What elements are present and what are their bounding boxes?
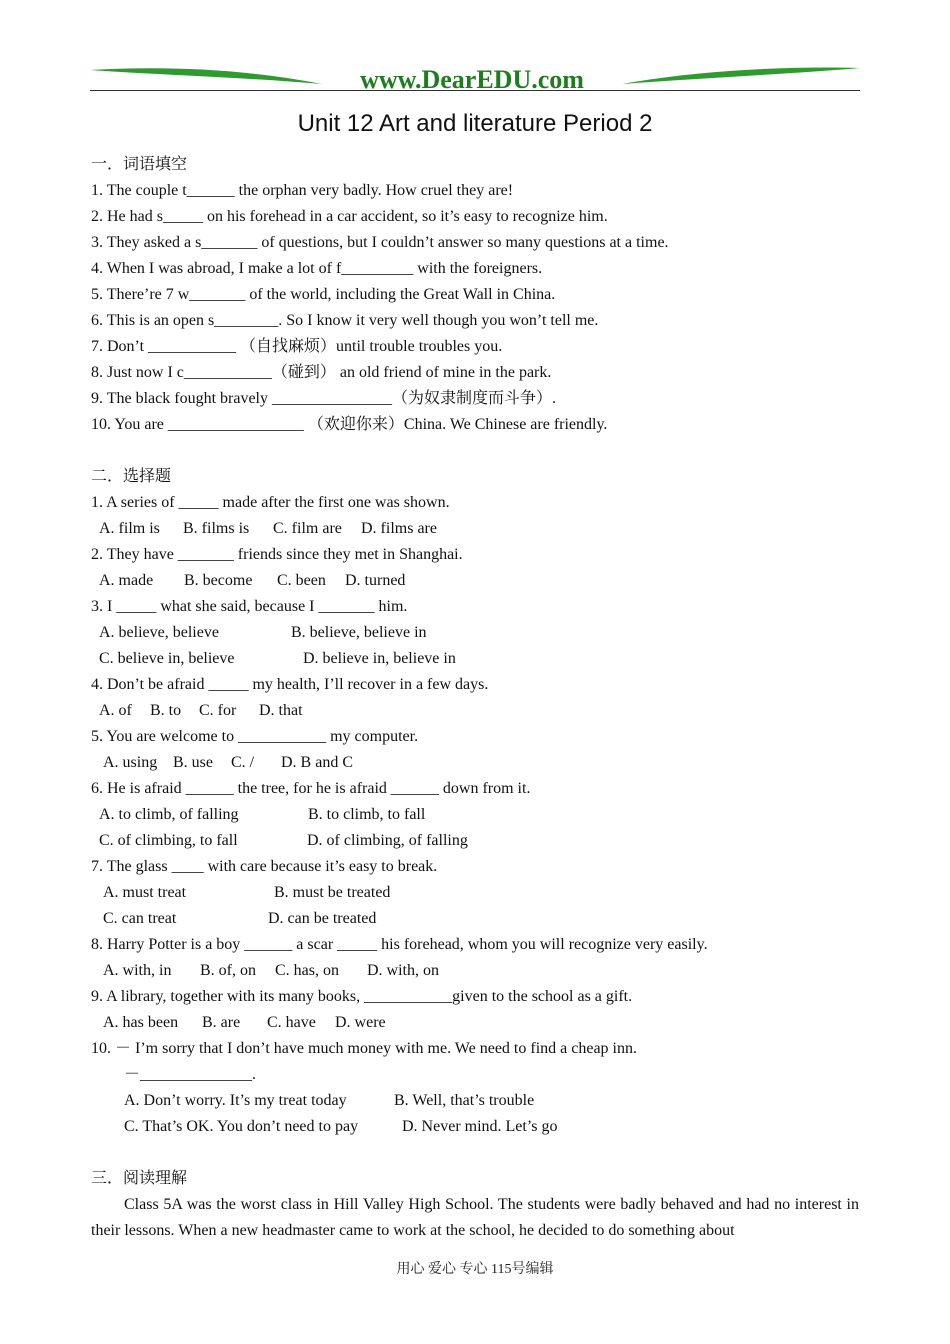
fill-blank-item: 3. They asked a s_______ of questions, but I couldn’t answer so many questions at a time.: [91, 234, 669, 251]
question-text: 2. They have _______ friends since they met in Shanghai.: [91, 546, 463, 563]
banner-right-swoosh: [622, 68, 860, 84]
dialogue-reply: －______________.: [124, 1066, 257, 1083]
option-c: C. has, on: [275, 962, 339, 979]
option-d: D. can be treated: [268, 910, 377, 927]
option-c: C. can treat: [103, 910, 177, 927]
option-a: A. believe, believe: [99, 624, 219, 641]
document-body: [91, 152, 859, 1244]
question-text: 10. － I’m sorry that I don’t have much money with me. We need to find a cheap inn.: [91, 1040, 637, 1057]
option-row: [91, 958, 859, 984]
question-text: 7. The glass ____ with care because it’s easy to break.: [91, 858, 438, 875]
question-text: 5. You are welcome to ___________ my computer.: [91, 728, 419, 745]
option-c: C. of climbing, to fall: [99, 832, 238, 849]
reading-paragraph: Class 5A was the worst class in Hill Valley High School. The students were badly behaved and had no interest in their lessons. When a new headmaster came to work at the school, he decided to do something about: [91, 1196, 859, 1239]
option-b: B. must be treated: [274, 884, 391, 901]
option-d: D. turned: [345, 572, 406, 589]
option-a: A. to climb, of falling: [99, 806, 239, 823]
option-a: A. Don’t worry. It’s my treat today: [124, 1092, 347, 1109]
section1-heading: 一．词语填空: [91, 156, 188, 173]
option-row: [91, 1088, 859, 1114]
option-row: [91, 646, 859, 672]
fill-blank-item: 9. The black fought bravely _______________（为奴隶制度而斗争）.: [91, 390, 556, 407]
header-divider: [90, 90, 860, 91]
option-row: [91, 620, 859, 646]
option-a: A. has been: [103, 1014, 179, 1031]
fill-blank-item: 10. You are _________________ （欢迎你来）China. We Chinese are friendly.: [91, 416, 608, 433]
option-row: [91, 802, 859, 828]
option-d: D. films are: [361, 520, 437, 537]
fill-blank-item: 6. This is an open s________. So I know it very well though you won’t tell me.: [91, 312, 599, 329]
option-row: [91, 698, 859, 724]
section2-heading: 二．选择题: [91, 468, 172, 485]
option-b: B. become: [184, 572, 253, 589]
option-row: [91, 516, 859, 542]
option-c: C. for: [199, 702, 237, 719]
question-text: 8. Harry Potter is a boy ______ a scar _____ his forehead, whom you will recognize very easily.: [91, 936, 708, 953]
option-row: [91, 1114, 859, 1140]
option-row: [91, 906, 859, 932]
fill-blank-item: 5. There’re 7 w_______ of the world, including the Great Wall in China.: [91, 286, 556, 303]
fill-blank-item: 4. When I was abroad, I make a lot of f_________ with the foreigners.: [91, 260, 543, 277]
option-a: A. must treat: [103, 884, 187, 901]
option-d: D. were: [335, 1014, 386, 1031]
option-row: [91, 1010, 859, 1036]
option-c: C. That’s OK. You don’t need to pay: [124, 1118, 359, 1135]
banner-left-swoosh: [90, 68, 322, 84]
question-text: 3. I _____ what she said, because I _______ him.: [91, 598, 408, 615]
option-d: D. Never mind. Let’s go: [402, 1118, 558, 1135]
option-d: D. B and C: [281, 754, 353, 771]
option-b: B. are: [202, 1014, 241, 1031]
option-a: A. with, in: [103, 962, 172, 979]
option-a: A. of: [99, 702, 132, 719]
banner-site-text: www.DearEDU.com: [360, 65, 584, 94]
option-d: D. with, on: [367, 962, 439, 979]
option-row: [91, 750, 859, 776]
question-text: 6. He is afraid ______ the tree, for he is afraid ______ down from it.: [91, 780, 531, 797]
spacer: [91, 438, 859, 464]
option-c: C. have: [267, 1014, 316, 1031]
question-text: 4. Don’t be afraid _____ my health, I’ll recover in a few days.: [91, 676, 489, 693]
option-d: D. believe in, believe in: [303, 650, 456, 667]
fill-blank-item: 2. He had s_____ on his forehead in a car accident, so it’s easy to recognize him.: [91, 208, 608, 225]
fill-blank-item: 8. Just now I c___________（碰到） an old friend of mine in the park.: [91, 364, 552, 381]
option-c: C. /: [231, 754, 255, 771]
option-b: B. use: [173, 754, 213, 771]
option-b: B. to climb, to fall: [308, 806, 426, 823]
page-footer: 用心 爱心 专心 115号编辑: [396, 1262, 554, 1277]
option-c: C. believe in, believe: [99, 650, 235, 667]
option-d: D. of climbing, of falling: [307, 832, 468, 849]
spacer: [91, 1140, 859, 1166]
option-a: A. film is: [99, 520, 160, 537]
question-text: 1. A series of _____ made after the first one was shown.: [91, 494, 450, 511]
option-b: B. of, on: [200, 962, 256, 979]
section3-heading: 三．阅读理解: [91, 1170, 188, 1187]
option-row: [91, 880, 859, 906]
option-c: C. film are: [273, 520, 342, 537]
question-text: 9. A library, together with its many books, ___________given to the school as a gift.: [91, 988, 633, 1005]
fill-blank-item: 1. The couple t______ the orphan very badly. How cruel they are!: [91, 182, 514, 199]
option-b: B. believe, believe in: [291, 624, 427, 641]
option-b: B. Well, that’s trouble: [394, 1092, 535, 1109]
page-title: Unit 12 Art and literature Period 2: [297, 110, 653, 137]
fill-blank-item: 7. Don’t ___________ （自找麻烦）until trouble troubles you.: [91, 338, 503, 355]
option-row: [91, 568, 859, 594]
option-b: B. to: [150, 702, 182, 719]
option-b: B. films is: [183, 520, 250, 537]
option-a: A. using: [103, 754, 158, 771]
option-row: [91, 828, 859, 854]
option-a: A. made: [99, 572, 154, 589]
option-c: C. been: [277, 572, 326, 589]
option-d: D. that: [259, 702, 303, 719]
